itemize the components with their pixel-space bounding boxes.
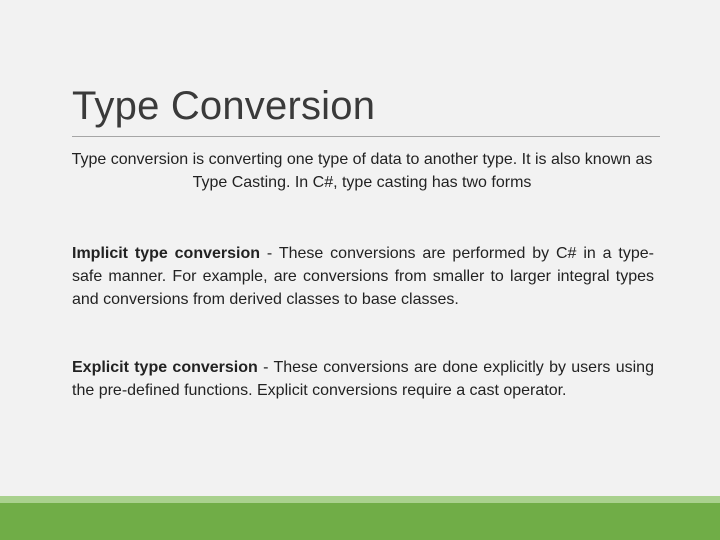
explicit-conversion-term: Explicit type conversion — [72, 359, 258, 376]
implicit-conversion-separator: - — [260, 245, 279, 262]
implicit-conversion-term: Implicit type conversion — [72, 245, 261, 262]
explicit-conversion-paragraph — [72, 356, 654, 402]
implicit-conversion-text: These conversions are performed by C# in a type-safe manner. For example, are conversions from smaller to larger integral types and conversions from derived classes to base classes. — [72, 245, 655, 308]
intro-paragraph: Type conversion is converting one type of data to another type. It is also known as Type Casting. In C#, type casting has two forms — [71, 151, 653, 191]
footer-accent-stripe — [0, 496, 720, 503]
footer-accent-bar — [0, 503, 720, 540]
title-divider — [72, 136, 660, 137]
implicit-conversion-paragraph — [72, 242, 654, 311]
slide-title: Type Conversion — [72, 84, 376, 128]
explicit-conversion-separator: - — [257, 359, 274, 376]
explicit-conversion-text: These conversions are done explicitly by users using the pre-defined functions. Explicit conversions require a cast operator. — [72, 359, 654, 399]
